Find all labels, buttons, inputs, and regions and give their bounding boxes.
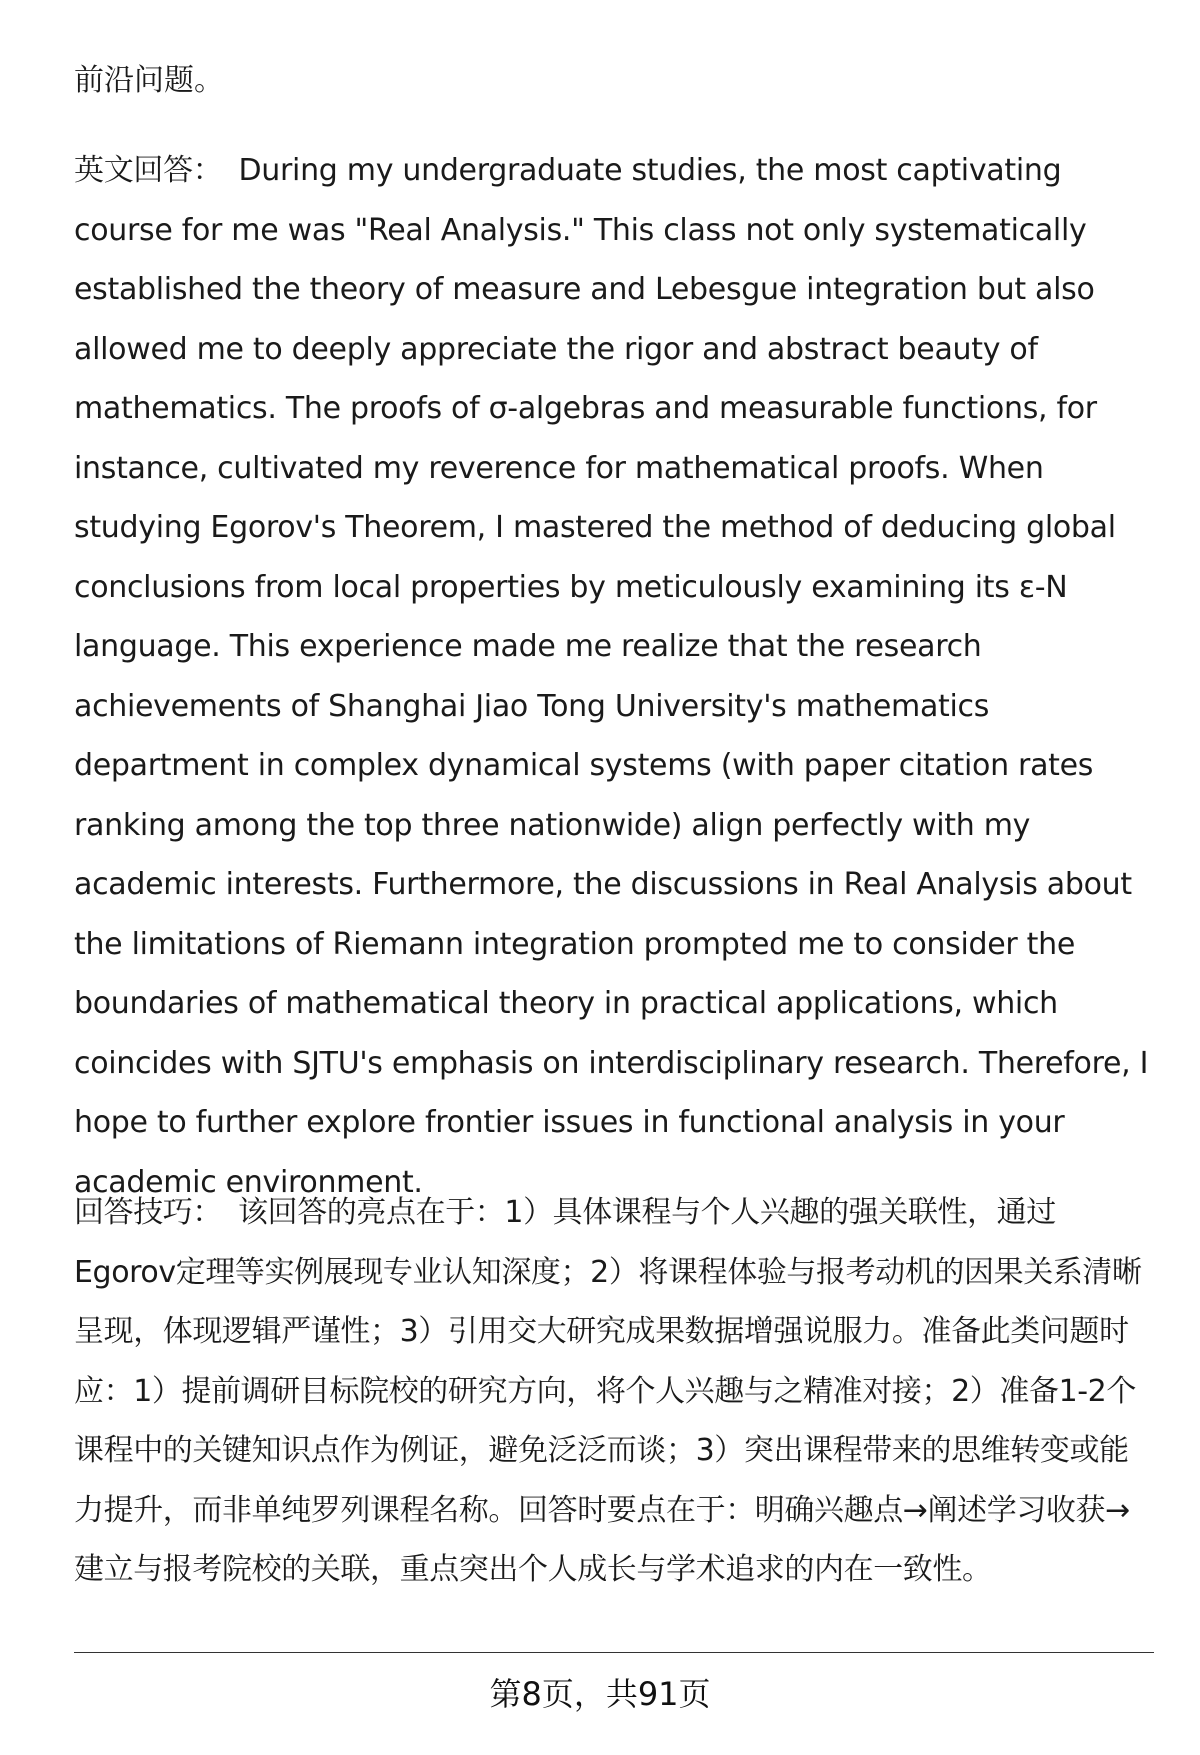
english-answer-label: 英文回答： xyxy=(74,153,223,188)
page-number-footer: 第8页，共91页 xyxy=(489,1675,711,1713)
footer-divider xyxy=(74,1652,1154,1653)
intro-paragraph: 前沿问题。 xyxy=(74,63,224,98)
answer-tips-text: 该回答的亮点在于：1）具体课程与个人兴趣的强关联性，通过Egorov定理等实例展现专业认知深度；2）将课程体验与报考动机的因果关系清晰呈现，体现逻辑严谨性；3）引用交大研究成果数据增强说服力。准备此类问题时应：1）提前调研目标院校的研究方向，将个人兴趣与之精准对接；2）准备1-2个课程中的关键知识点作为例证，避免泛泛而谈；3）突出课程带来的思维转变或能力提升，而非单纯罗列课程名称。回答时要点在于：明确兴趣点→阐述学习收获→建立与报考院校的关联，重点突出个人成长与学术追求的内在一致性。 xyxy=(74,1195,1142,1587)
answer-tips-label: 回答技巧： xyxy=(74,1195,222,1230)
english-answer-text: During my undergraduate studies, the most captivating course for me was "Real Analysis." This class not only systematically established the theory of measure and Lebesgue integration but also allowed me to deeply appreciate the rigor and abstract beauty of mathematics. The proofs of σ-algebras and measurable functions, for instance, cultivated my reverence for mathematical proofs. When studying Egorov's Theorem, I mastered the method of deducing global conclusions from local properties by meticulously examining its ε-N language. This experience made me realize that the research achievements of Shanghai Jiao Tong University's mathematics department in complex dynamical systems (with paper citation rates ranking among the top three nationwide) align perfectly with my academic interests. Furthermore, the discussions in Real Analysis about the limitations of Riemann integration prompted me to consider the boundaries of mathematical theory in practical applications, which coincides with SJTU's emphasis on interdisciplinary research. Therefore, I hope to further explore frontier issues in functional analysis in your academic environment. xyxy=(74,153,1149,1200)
english-answer-paragraph xyxy=(74,141,1154,1212)
answer-tips-paragraph xyxy=(74,1183,1154,1600)
